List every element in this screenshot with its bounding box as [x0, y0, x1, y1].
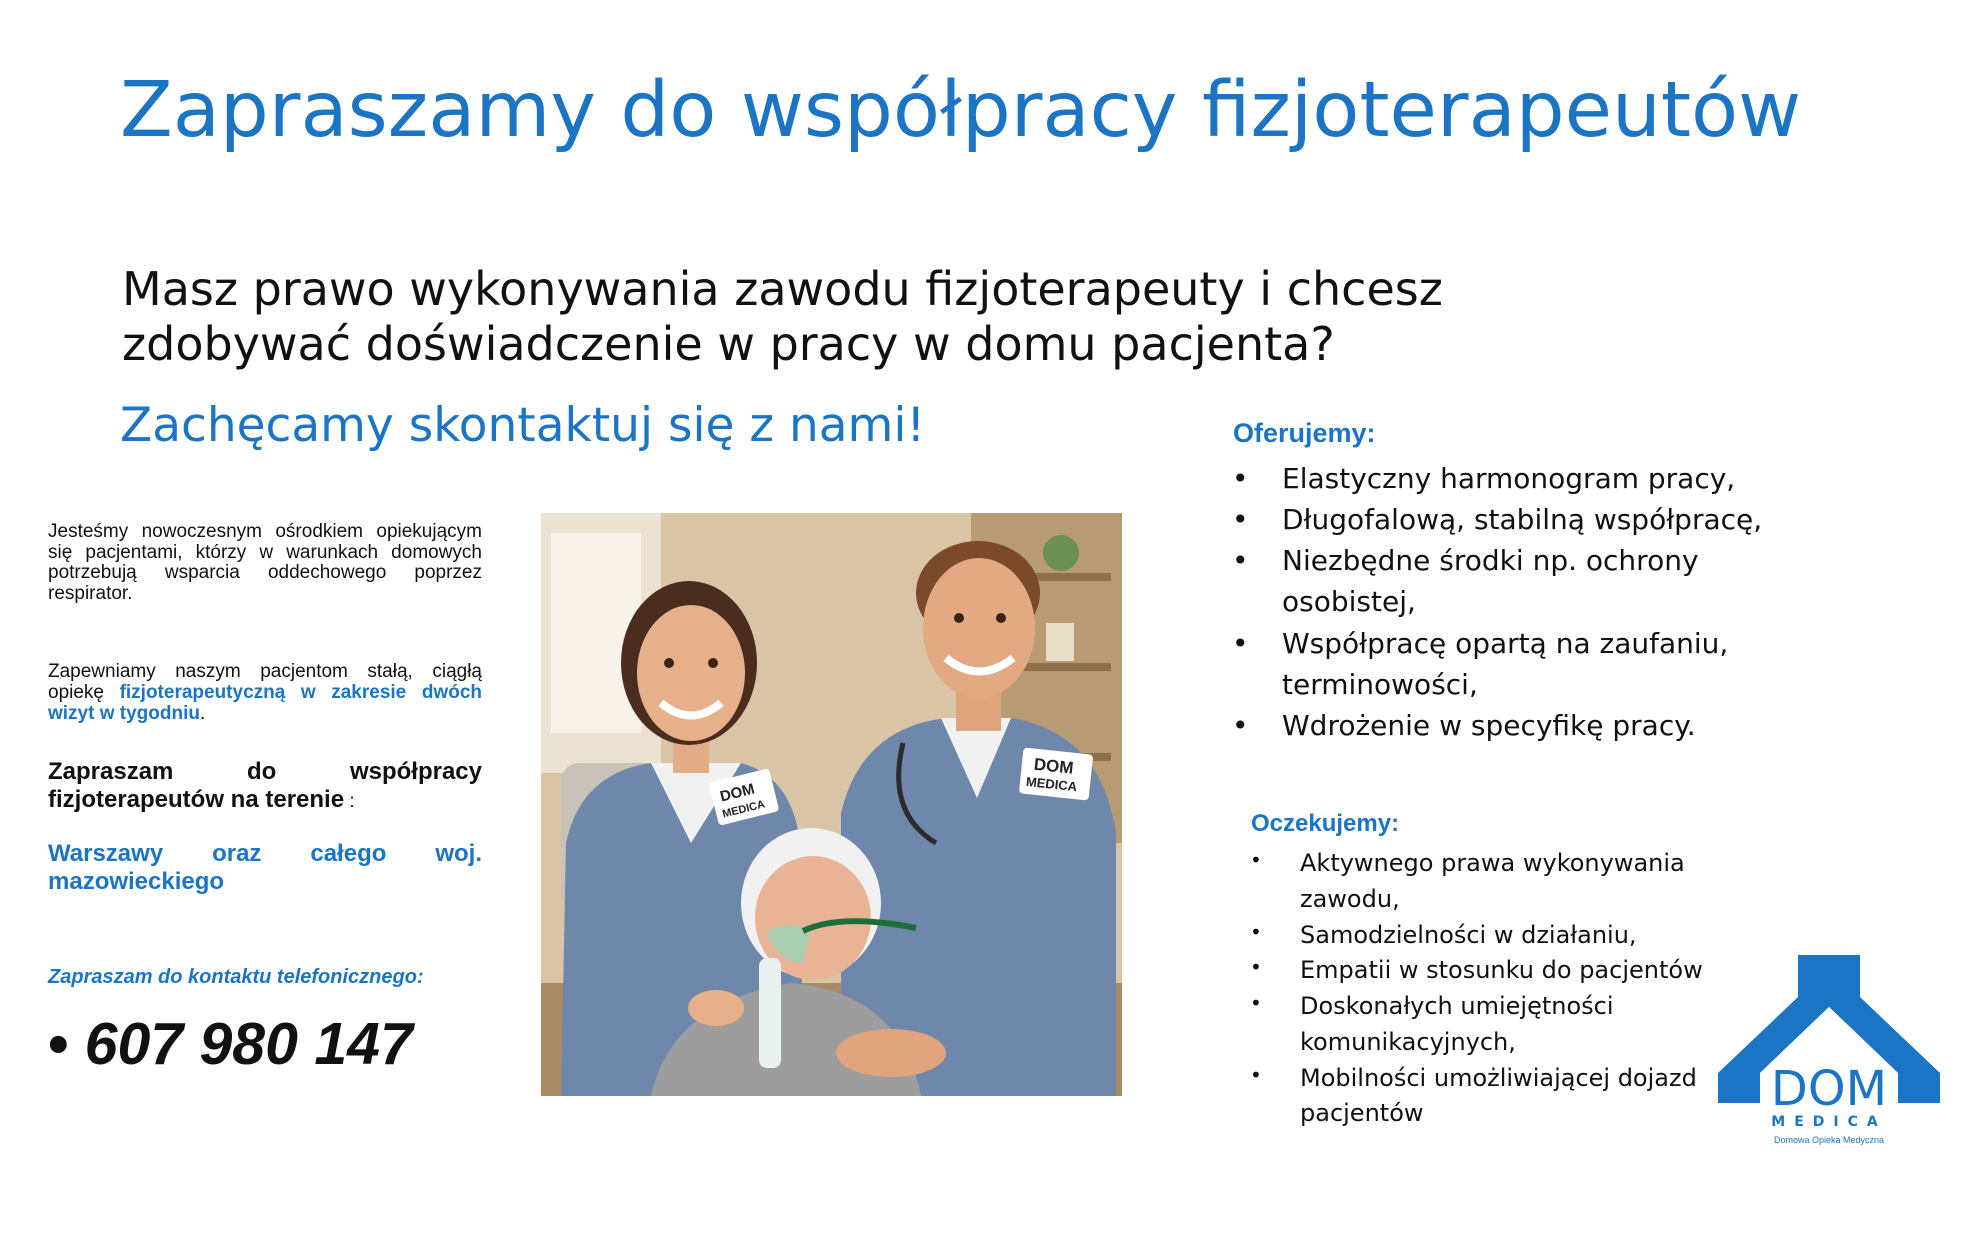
logo-mark	[1718, 955, 1940, 1149]
staff-photo	[541, 513, 1122, 1096]
area-invitation	[48, 758, 482, 815]
headline-question	[122, 262, 1622, 372]
list-item: • Współpracę opartą na zaufaniu, terminowości,	[1232, 623, 1792, 705]
area-invitation-colon: :	[344, 791, 355, 813]
badge-1-line-1: DOM	[718, 780, 757, 806]
offer-list	[1232, 458, 1792, 746]
intro-paragraph: Jesteśmy nowoczesnym ośrodkiem opiekującym się pacjentami, którzy w warunkach domowych potrzebują wsparcia oddechowego poprzez respirator.	[48, 521, 482, 604]
offer-heading: Oferujemy:	[1233, 418, 1376, 448]
list-item: • Mobilności umożliwiającej dojazd pacjentów	[1250, 1061, 1730, 1133]
badge-2-line-1: DOM	[1032, 754, 1075, 778]
badge-1-line-2: MEDICA	[721, 798, 767, 821]
page-title: Zapraszamy do współpracy fizjoterapeutów	[120, 66, 1802, 155]
headline-line-2: zdobywać doświadczenie w pracy w domu pacjenta?	[122, 317, 1335, 372]
call-to-action: Zachęcamy skontaktuj się z nami!	[120, 398, 926, 453]
list-item: • Samodzielności w działaniu,	[1250, 918, 1730, 954]
photo-illustration	[541, 513, 1122, 1096]
area-invitation-text: Zapraszam do współpracy fizjoterapeutów na terenie	[48, 758, 482, 814]
list-item: • Wdrożenie w specyfikę pracy.	[1232, 705, 1792, 746]
contact-label: Zapraszam do kontaktu telefonicznego:	[48, 966, 424, 988]
phone-number-text: 607 980 147	[84, 1011, 413, 1077]
care-text: Zapewniamy naszym pacjentom stałą, ciągłą opiekę	[48, 661, 482, 703]
expect-heading: Oczekujemy:	[1251, 810, 1400, 837]
logo-name-top: DOM	[1770, 1061, 1888, 1117]
badge-2-line-2: MEDICA	[1025, 773, 1078, 795]
expect-list	[1250, 846, 1730, 1132]
phone-number[interactable]	[48, 1010, 488, 1078]
list-item: • Elastyczny harmonogram pracy,	[1232, 458, 1792, 499]
logo-tagline: Domowa Opieka Medyczna	[1773, 1135, 1885, 1145]
list-item: • Niezbędne środki np. ochrony osobistej,	[1232, 540, 1792, 622]
list-item: • Aktywnego prawa wykonywania zawodu,	[1250, 846, 1730, 918]
care-suffix: .	[200, 702, 206, 724]
headline-line-1: Masz prawo wykonywania zawodu fizjoterapeuty i chcesz	[122, 262, 1443, 316]
care-paragraph	[48, 662, 482, 725]
list-item: • Empatii w stosunku do pacjentów	[1250, 953, 1730, 989]
care-highlight: fizjoterapeutyczną w zakresie dwóch wizyt w tygodniu	[48, 681, 482, 724]
list-item: • Długofalową, stabilną współpracę,	[1232, 499, 1792, 540]
dom-medica-logo	[1718, 955, 1940, 1149]
list-item: • Doskonałych umiejętności komunikacyjnych,	[1250, 989, 1730, 1061]
service-area: Warszawy oraz całego woj. mazowieckiego	[48, 840, 482, 896]
logo-name-bottom: MEDICA	[1771, 1114, 1887, 1130]
phone-bullet: •	[48, 1011, 69, 1077]
